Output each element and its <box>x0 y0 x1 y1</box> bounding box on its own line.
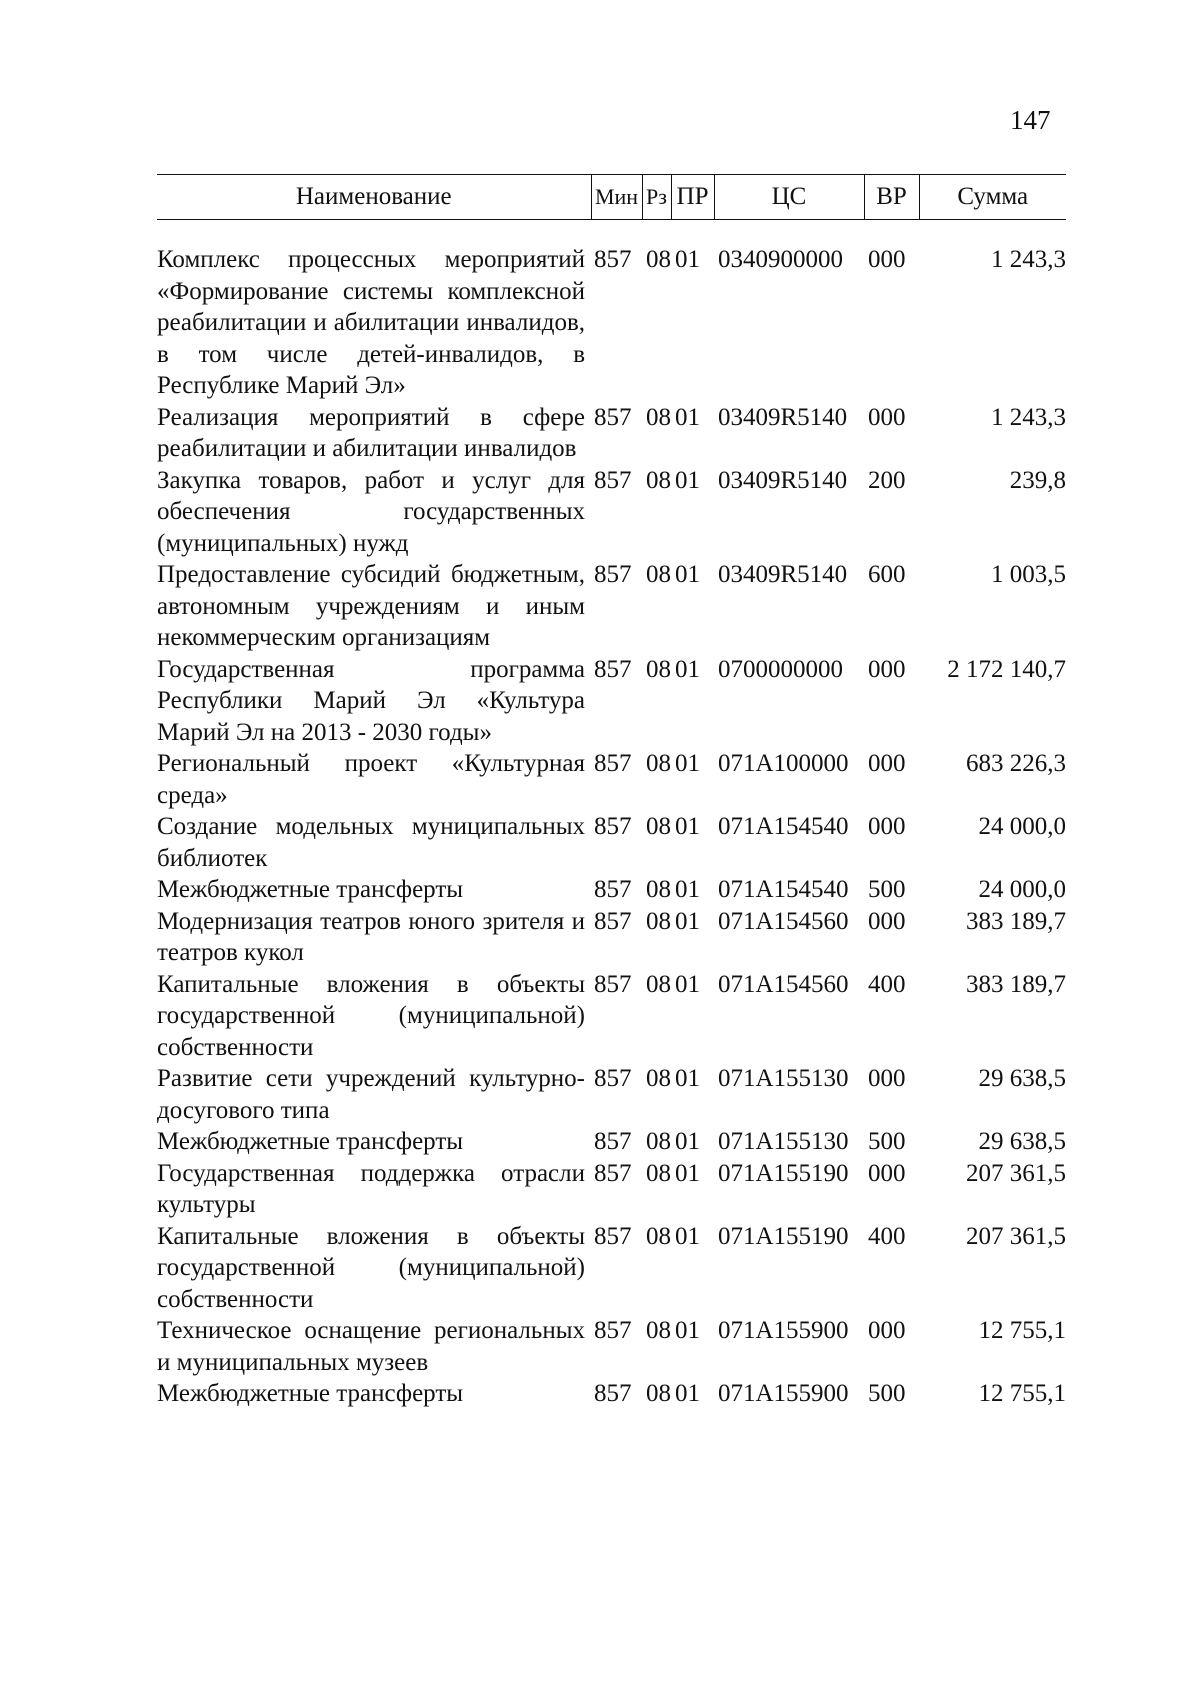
cell-min: 857 <box>594 907 632 935</box>
cell-vr: 000 <box>868 246 906 273</box>
cell-pr: 01 <box>675 1128 700 1155</box>
cell-pr: 01 <box>675 1380 700 1407</box>
cell-name: Техническое оснащение региональных и муниципальных музеев <box>157 1317 585 1376</box>
cell-pr: 01 <box>675 970 700 998</box>
page-number: 147 <box>1010 105 1051 135</box>
cell-vr: 000 <box>868 1065 906 1092</box>
cell-rz: 08 <box>646 1380 671 1407</box>
cell-cs: 071A100000 <box>718 750 849 777</box>
cell-pr: 01 <box>675 1222 700 1250</box>
cell-vr: 000 <box>868 1159 906 1187</box>
cell-sum: 207 361,5 <box>966 1222 1066 1250</box>
table-row <box>157 1221 1066 1316</box>
table-row <box>157 559 1066 654</box>
cell-pr: 01 <box>675 466 700 494</box>
cell-min: 857 <box>594 1128 632 1155</box>
cell-name: Предоставление субсидий бюджетным, автономным учреждениям и иным некоммерческим организациям <box>157 561 585 651</box>
cell-min: 857 <box>594 750 632 777</box>
header-pr: ПР <box>671 175 714 220</box>
cell-min: 857 <box>594 403 632 431</box>
cell-name: Капитальные вложения в объекты государственной (муниципальной) собственности <box>157 1222 585 1313</box>
cell-sum: 1 243,3 <box>991 403 1066 431</box>
cell-rz: 08 <box>646 750 671 777</box>
cell-cs: 071A155130 <box>718 1065 849 1092</box>
cell-rz: 08 <box>646 813 671 840</box>
cell-rz: 08 <box>646 1222 671 1250</box>
cell-cs: 071A154560 <box>718 907 849 935</box>
cell-min: 857 <box>594 655 632 683</box>
cell-name: Развитие сети учреждений культурно-досугового типа <box>157 1065 585 1124</box>
cell-vr: 000 <box>868 1317 906 1344</box>
cell-name: Государственная поддержка отрасли культуры <box>157 1159 585 1218</box>
cell-vr: 200 <box>868 466 906 494</box>
cell-sum: 207 361,5 <box>966 1159 1066 1187</box>
table-row <box>157 244 1066 402</box>
cell-vr: 500 <box>868 1128 906 1155</box>
cell-min: 857 <box>594 1317 632 1344</box>
table-row <box>157 906 1066 969</box>
cell-sum: 24 000,0 <box>978 813 1066 840</box>
cell-cs: 071A155900 <box>718 1317 849 1344</box>
cell-vr: 000 <box>868 655 906 683</box>
cell-cs: 071A154540 <box>718 876 849 903</box>
cell-name: Межбюджетные трансферты <box>157 1380 464 1407</box>
cell-sum: 383 189,7 <box>966 907 1066 935</box>
header-row <box>157 175 1066 220</box>
cell-vr: 000 <box>868 813 906 840</box>
header-spacer <box>157 220 1066 245</box>
header-vr: ВР <box>864 175 919 220</box>
cell-cs: 0340900000 <box>718 246 843 273</box>
cell-min: 857 <box>594 1380 632 1407</box>
cell-sum: 29 638,5 <box>978 1065 1066 1092</box>
cell-rz: 08 <box>646 655 671 683</box>
table-row <box>157 969 1066 1064</box>
cell-pr: 01 <box>675 1065 700 1092</box>
cell-name: Реализация мероприятий в сфере реабилитации и абилитации инвалидов <box>157 403 585 462</box>
cell-rz: 08 <box>646 1317 671 1344</box>
cell-rz: 08 <box>646 561 671 588</box>
cell-pr: 01 <box>675 246 700 273</box>
cell-sum: 383 189,7 <box>966 970 1066 998</box>
cell-cs: 071A155190 <box>718 1222 849 1250</box>
header-sum: Сумма <box>919 175 1066 220</box>
cell-cs: 071A154560 <box>718 970 849 998</box>
cell-rz: 08 <box>646 466 671 494</box>
cell-name: Региональный проект «Культурная среда» <box>157 750 585 809</box>
cell-min: 857 <box>594 1065 632 1092</box>
cell-vr: 500 <box>868 1380 906 1407</box>
cell-rz: 08 <box>646 1065 671 1092</box>
cell-cs: 071A155130 <box>718 1128 849 1155</box>
table-row <box>157 1063 1066 1126</box>
cell-pr: 01 <box>675 876 700 903</box>
cell-rz: 08 <box>646 403 671 431</box>
cell-cs: 071A155190 <box>718 1159 849 1187</box>
cell-vr: 600 <box>868 561 906 588</box>
cell-name: Комплекс процессных мероприятий «Формирование системы комплексной реабилитации и абилитации инвалидов, в том числе детей-инвалидов, в Республике Марий Эл» <box>157 246 585 399</box>
cell-name: Закупка товаров, работ и услуг для обеспечения государственных (муниципальных) нужд <box>157 466 585 557</box>
cell-sum: 1 003,5 <box>991 561 1066 588</box>
cell-min: 857 <box>594 1159 632 1187</box>
cell-min: 857 <box>594 1222 632 1250</box>
table-row <box>157 1378 1066 1410</box>
cell-pr: 01 <box>675 403 700 431</box>
cell-vr: 000 <box>868 403 906 431</box>
cell-pr: 01 <box>675 1317 700 1344</box>
cell-name: Создание модельных муниципальных библиотек <box>157 813 585 872</box>
header-rz: Рз <box>642 175 671 220</box>
cell-name: Капитальные вложения в объекты государственной (муниципальной) собственности <box>157 970 585 1061</box>
table-row <box>157 402 1066 465</box>
cell-min: 857 <box>594 561 632 588</box>
cell-rz: 08 <box>646 1128 671 1155</box>
cell-rz: 08 <box>646 907 671 935</box>
cell-sum: 12 755,1 <box>978 1317 1066 1344</box>
cell-vr: 500 <box>868 876 906 903</box>
cell-sum: 683 226,3 <box>966 750 1066 777</box>
cell-min: 857 <box>594 246 632 273</box>
header-cs: ЦС <box>714 175 864 220</box>
cell-pr: 01 <box>675 655 700 683</box>
table-row <box>157 874 1066 906</box>
cell-cs: 03409R5140 <box>718 561 848 588</box>
cell-vr: 400 <box>868 970 906 998</box>
header-name: Наименование <box>157 175 591 220</box>
cell-min: 857 <box>594 466 632 494</box>
cell-rz: 08 <box>646 970 671 998</box>
table-row <box>157 748 1066 811</box>
table-row <box>157 654 1066 749</box>
header-min: Мин <box>591 175 642 220</box>
cell-name: Государственная программа Республики Марий Эл «Культура Марий Эл на 2013 - 2030 годы» <box>157 655 585 746</box>
cell-sum: 24 000,0 <box>978 876 1066 903</box>
cell-rz: 08 <box>646 246 671 273</box>
cell-rz: 08 <box>646 876 671 903</box>
cell-vr: 000 <box>868 907 906 935</box>
cell-pr: 01 <box>675 907 700 935</box>
cell-name: Межбюджетные трансферты <box>157 1128 464 1155</box>
table-row <box>157 1158 1066 1221</box>
cell-pr: 01 <box>675 813 700 840</box>
cell-min: 857 <box>594 970 632 998</box>
cell-rz: 08 <box>646 1159 671 1187</box>
cell-pr: 01 <box>675 750 700 777</box>
cell-cs: 071A155900 <box>718 1380 849 1407</box>
cell-vr: 400 <box>868 1222 906 1250</box>
cell-sum: 12 755,1 <box>978 1380 1066 1407</box>
cell-min: 857 <box>594 876 632 903</box>
cell-min: 857 <box>594 813 632 840</box>
table-body <box>157 220 1066 1410</box>
cell-name: Модернизация театров юного зрителя и театров кукол <box>157 907 585 966</box>
table-header <box>157 175 1066 220</box>
cell-cs: 03409R5140 <box>718 403 848 431</box>
cell-pr: 01 <box>675 1159 700 1187</box>
table-row <box>157 1315 1066 1378</box>
cell-sum: 1 243,3 <box>991 246 1066 273</box>
table-row <box>157 465 1066 560</box>
cell-vr: 000 <box>868 750 906 777</box>
cell-sum: 2 172 140,7 <box>947 655 1066 683</box>
budget-table <box>157 174 1066 1410</box>
cell-cs: 0700000000 <box>718 655 843 683</box>
cell-cs: 03409R5140 <box>718 466 848 494</box>
cell-name: Межбюджетные трансферты <box>157 876 464 903</box>
cell-cs: 071A154540 <box>718 813 849 840</box>
cell-sum: 29 638,5 <box>978 1128 1066 1155</box>
table-row <box>157 1126 1066 1158</box>
table-row <box>157 811 1066 874</box>
cell-sum: 239,8 <box>1009 466 1066 494</box>
cell-pr: 01 <box>675 561 700 588</box>
